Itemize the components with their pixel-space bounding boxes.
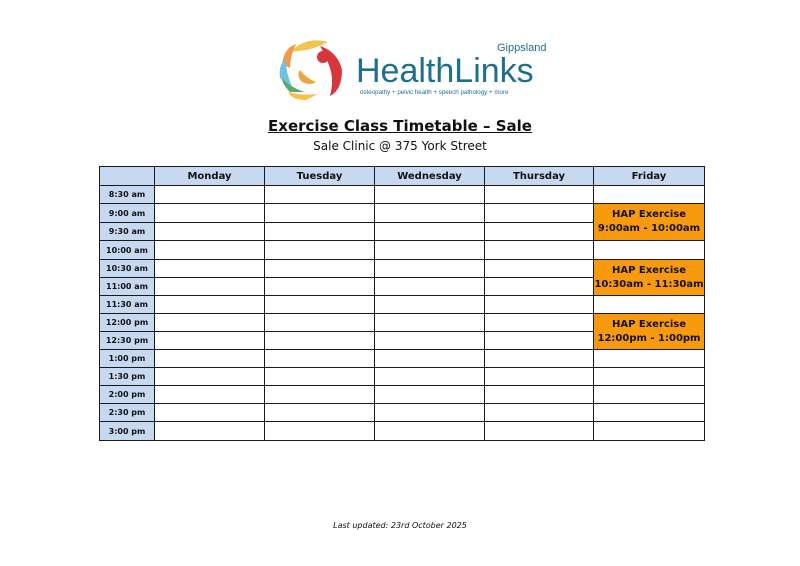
empty-slot (375, 296, 485, 314)
empty-slot (155, 350, 265, 368)
empty-slot (265, 296, 375, 314)
empty-slot (155, 296, 265, 314)
empty-slot (375, 350, 485, 368)
class-event-name: HAP Exercise (611, 264, 686, 276)
empty-slot (155, 404, 265, 422)
last-updated-note: Last updated: 23rd October 2025 (333, 521, 467, 530)
empty-slot (155, 422, 265, 441)
empty-slot (485, 186, 594, 204)
class-event-name: HAP Exercise (611, 209, 686, 220)
empty-slot (265, 204, 375, 223)
table-row (100, 386, 705, 404)
table-row (100, 368, 705, 386)
empty-slot (155, 204, 265, 223)
table-row (100, 404, 705, 422)
empty-slot (485, 386, 594, 404)
empty-slot (375, 332, 485, 350)
class-event-name: HAP Exercise (611, 318, 686, 330)
empty-slot (594, 241, 705, 260)
table-row (100, 314, 705, 332)
empty-slot (155, 386, 265, 404)
empty-slot (485, 350, 594, 368)
time-slot-label: 2:00 pm (100, 386, 155, 404)
time-slot-label: 10:00 am (100, 241, 155, 260)
empty-slot (375, 204, 485, 223)
empty-slot (265, 368, 375, 386)
time-slot-label: 9:30 am (100, 223, 155, 241)
empty-slot (485, 422, 594, 441)
table-row (100, 422, 705, 441)
time-slot-label: 8:30 am (100, 186, 155, 204)
empty-slot (265, 278, 375, 296)
empty-slot (594, 404, 705, 422)
empty-slot (375, 223, 485, 241)
empty-slot (485, 296, 594, 314)
class-event-time: 12:00pm - 1:00pm (597, 332, 701, 344)
time-slot-label: 3:00 pm (100, 422, 155, 441)
day-header-friday: Friday (594, 167, 705, 186)
time-slot-label: 1:30 pm (100, 368, 155, 386)
empty-slot (375, 368, 485, 386)
svg-text:osteopathy + pelvic health + s: osteopathy + pelvic health + speech pathology + more (360, 89, 509, 96)
empty-slot (375, 422, 485, 441)
empty-slot (485, 278, 594, 296)
empty-slot (485, 241, 594, 260)
svg-text:HealthLinks: HealthLinks (356, 52, 534, 90)
table-row (100, 296, 705, 314)
empty-slot (594, 296, 705, 314)
empty-slot (485, 368, 594, 386)
time-slot-label: 12:30 pm (100, 332, 155, 350)
class-event-time: 10:30am - 11:30am (594, 278, 704, 290)
empty-slot (375, 260, 485, 278)
time-slot-label: 10:30 am (100, 260, 155, 278)
empty-slot (265, 223, 375, 241)
empty-slot (155, 260, 265, 278)
time-slot-label: 11:00 am (100, 278, 155, 296)
empty-slot (265, 350, 375, 368)
empty-slot (155, 368, 265, 386)
time-slot-label: 12:00 pm (100, 314, 155, 332)
page-title: Exercise Class Timetable – Sale (268, 117, 532, 135)
empty-slot (594, 350, 705, 368)
empty-slot (485, 404, 594, 422)
empty-slot (155, 332, 265, 350)
empty-slot (265, 404, 375, 422)
empty-slot (485, 204, 594, 223)
empty-slot (375, 241, 485, 260)
empty-slot (155, 278, 265, 296)
table-row (100, 241, 705, 260)
empty-slot (375, 404, 485, 422)
table-row (100, 350, 705, 368)
empty-slot (485, 223, 594, 241)
time-slot-label: 2:30 pm (100, 404, 155, 422)
class-event-time: 9:00am - 10:00am (597, 223, 701, 234)
time-slot-label: 11:30 am (100, 296, 155, 314)
table-row (100, 186, 705, 204)
empty-slot (155, 241, 265, 260)
time-slot-label: 9:00 am (100, 204, 155, 223)
svg-text:Gippsland: Gippsland (497, 42, 547, 54)
empty-slot (375, 186, 485, 204)
empty-slot (265, 241, 375, 260)
empty-slot (265, 260, 375, 278)
day-header-thursday: Thursday (485, 167, 594, 186)
empty-slot (265, 186, 375, 204)
logo-mark-icon (278, 40, 344, 103)
empty-slot (155, 186, 265, 204)
empty-slot (485, 260, 594, 278)
class-event (594, 314, 705, 350)
empty-slot (375, 386, 485, 404)
empty-slot (594, 422, 705, 441)
time-slot-label: 1:00 pm (100, 350, 155, 368)
empty-slot (594, 186, 705, 204)
corner-cell (100, 167, 155, 186)
empty-slot (155, 223, 265, 241)
empty-slot (375, 314, 485, 332)
empty-slot (594, 368, 705, 386)
empty-slot (375, 278, 485, 296)
empty-slot (594, 386, 705, 404)
timetable-header-row (100, 167, 705, 186)
table-row (100, 204, 705, 223)
empty-slot (485, 314, 594, 332)
class-event (594, 204, 705, 241)
empty-slot (265, 314, 375, 332)
empty-slot (485, 332, 594, 350)
empty-slot (155, 314, 265, 332)
day-header-monday: Monday (155, 167, 265, 186)
timetable (99, 166, 705, 441)
day-header-tuesday: Tuesday (265, 167, 375, 186)
empty-slot (265, 422, 375, 441)
page-subtitle: Sale Clinic @ 375 York Street (313, 139, 487, 153)
day-header-wednesday: Wednesday (375, 167, 485, 186)
table-row (100, 260, 705, 278)
healthlinks-logo (276, 34, 547, 106)
class-event (594, 260, 705, 296)
empty-slot (265, 332, 375, 350)
empty-slot (265, 386, 375, 404)
